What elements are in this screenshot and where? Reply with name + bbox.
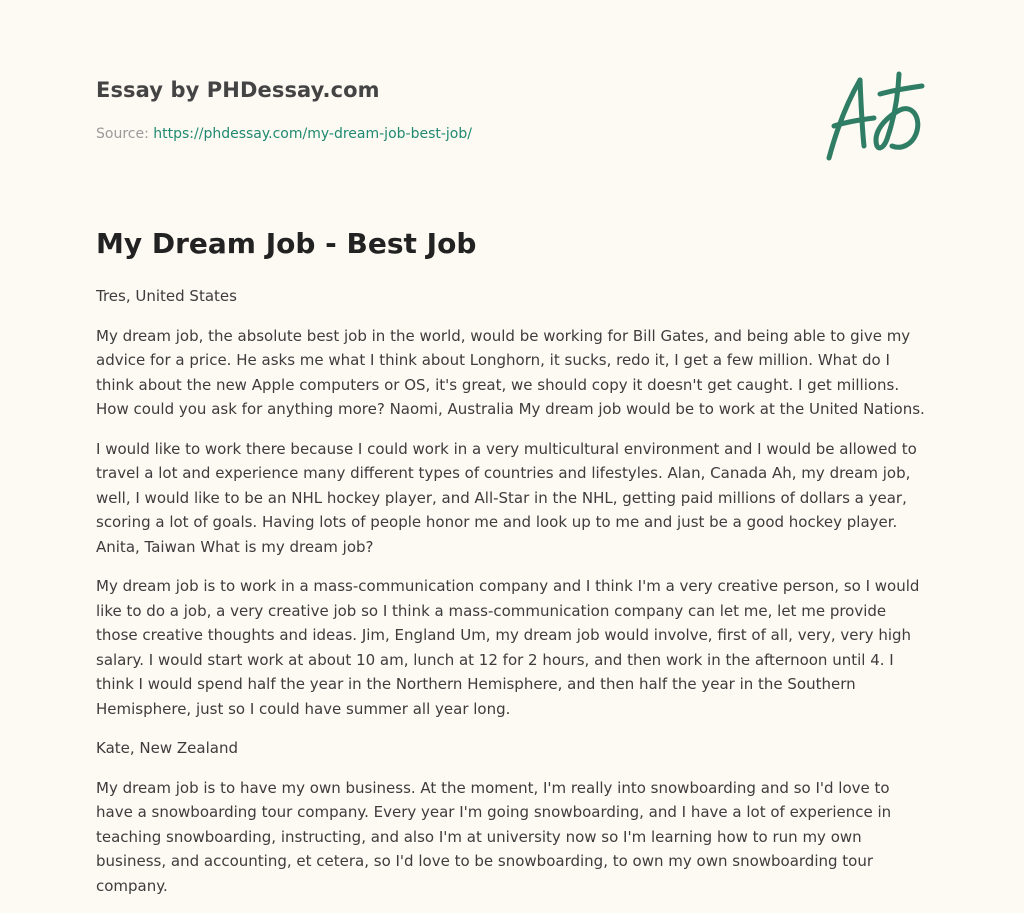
source-label: Source:	[96, 126, 149, 142]
essay-paragraph: Tres, United States	[96, 287, 237, 305]
essay-paragraph: I would like to work there because I could work in a very multicultural environment and I would be allowed to travel a lot and experience many different types of countries and lifestyles. Alan, Canada Ah, my dream job, well, I would like to be an NHL hockey player, and All-Star in the NHL, getting paid millions of dollars a year, scoring a lot of goals. Having lots of people honor me and look up to me and just be a good hockey player. Anita, Taiwan What is my dream job?	[96, 439, 917, 556]
essay-paragraph: My dream job is to work in a mass-communication company and I think I'm a very creative person, so I would like to do a job, a very creative job so I think a mass-communication company can let me, let me provide those creative thoughts and ideas. Jim, England Um, my dream job would involve, first of all, very, very high salary. I would start work at about 10 am, lunch at 12 for 2 hours, and then work in the afternoon until 4. I think I would spend half the year in the Northern Hemisphere, and then half the year in the Southern Hemisphere, just so I could have summer all year long.	[96, 577, 920, 718]
essay-content	[96, 284, 928, 913]
a-plus-logo-icon	[822, 66, 932, 166]
source-link[interactable]: https://phdessay.com/my-dream-job-best-job/	[153, 126, 472, 142]
essay-paragraph: My dream job is to have my own business. At the moment, I'm really into snowboarding and so I'd love to have a snowboarding tour company. Every year I'm going snowboarding, and I have a lot of experience in teaching snowboarding, instructing, and also I'm at university now so I'm learning how to run my own business, and accounting, et cetera, so I'd love to be snowboarding, to own my own snowboarding tour company.	[96, 778, 892, 895]
site-title: Essay by PHDessay.com	[96, 78, 380, 102]
essay-title: My Dream Job - Best Job	[96, 227, 477, 260]
essay-paragraph: Kate, New Zealand	[96, 739, 238, 757]
page-header	[96, 76, 796, 144]
essay-paragraph: My dream job, the absolute best job in the world, would be working for Bill Gates, and being able to give my advice for a price. He asks me what I think about Longhorn, it sucks, redo it, I get a few million. What do I think about the new Apple computers or OS, it's great, we should copy it doesn't get caught. I get millions. How could you ask for anything more? Naomi, Australia My dream job would be to work at the United Nations.	[96, 326, 925, 418]
source-line	[96, 124, 796, 144]
